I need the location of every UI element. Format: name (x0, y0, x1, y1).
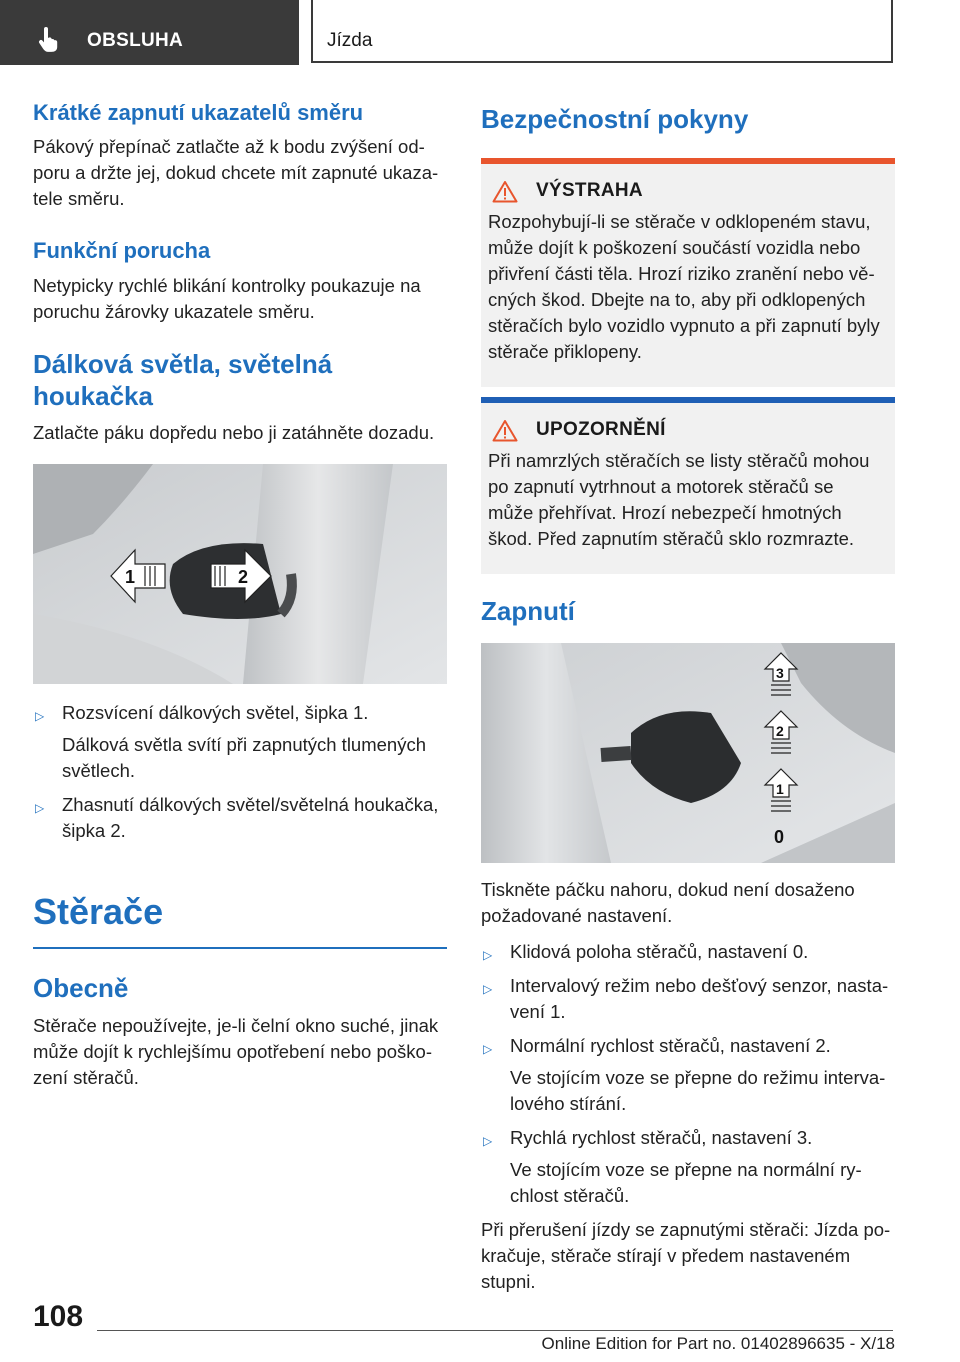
left-column (33, 100, 447, 1091)
warning-title: VÝSTRAHA (536, 180, 643, 202)
paragraph-switching-on: Tiskněte páčku nahoru, dokud není dosaženo požadované nastavení. (481, 879, 855, 927)
section-tab (0, 0, 299, 65)
page-number: 108 (33, 1300, 84, 1333)
edition-note: Online Edition for Part no. 01402896635 - X/18 (541, 1334, 895, 1353)
wiper-setting-1: 1 (776, 781, 784, 798)
heading-malfunction: Funkční porucha (33, 238, 211, 264)
bullet-triangle-icon: ▷ (35, 709, 45, 724)
bullet-triangle-icon: ▷ (483, 1134, 493, 1149)
list-item: ▷ Normální rychlost stěračů, nastavení 2. (481, 1033, 895, 1059)
arrow-label-1: 1 (125, 567, 136, 588)
paragraph-malfunction: Netypicky rychlé blikání kontrolky poukazuje na poruchu žárovky ukazatele směru. (33, 274, 421, 322)
list-item-continuation: Ve stojícím voze se přepne na normální ry- chlost stěračů. (510, 1159, 862, 1207)
heading-turn-signal: Krátké zapnutí ukazatelů směru (33, 100, 364, 125)
notice-text: Při namrzlých stěračích se listy stěračů mohou po zapnutí vytrhnout a motorek stěračů se může přehřívat. Hrozí nebezpečí hmotných škod. Před zapnutím stěračů sklo rozmrazte. (488, 449, 870, 549)
wiper-setting-3: 3 (776, 665, 784, 682)
warning-box (481, 164, 895, 387)
warning-text: Rozpohybují-li se stěrače v odklopeném stavu, může dojít k poškození součástí vozidla nebo přivření části těla. Hrozí riziko zranění nebo vě- cných škod. Dbejte na to, aby při odklopených stěračích bylo vozidlo vypnuto a při zapnutí byly stěrače přiklopeny. (488, 210, 880, 362)
bullet-triangle-icon: ▷ (483, 982, 493, 997)
section-title: OBSLUHA (87, 30, 184, 51)
bullet-triangle-icon: ▷ (483, 948, 493, 963)
heading-high-beam: Dálková světla, světelná houkačka (33, 348, 333, 411)
wiper-lever-illustration (481, 643, 895, 863)
notice-box (481, 403, 895, 574)
warning-triangle-icon (492, 180, 518, 203)
chapter-title: Jízda (327, 30, 373, 51)
paragraph-high-beam: Zatlačte páku dopředu nebo ji zatáhněte dozadu. (33, 422, 435, 444)
wiper-setting-0: 0 (774, 827, 785, 848)
list-item: ▷ Klidová poloha stěračů, nastavení 0. (481, 939, 895, 965)
chapter-tab (311, 0, 893, 63)
right-column (481, 100, 895, 1295)
paragraph-interruption: Při přerušení jízdy se zapnutými stěrači: Jízda po- kračuje, stěrače stírají v předem nastaveném stupni. (481, 1219, 891, 1293)
arrow-label-2: 2 (238, 567, 249, 588)
list-item: ▷ Zhasnutí dálkových světel/světelná houkačka, šipka 2. (35, 794, 439, 842)
footer-divider (97, 1330, 893, 1331)
paragraph-turn-signal: Pákový přepínač zatlačte až k bodu zvýšení od- poru a držte jej, dokud chcete mít zapnuté ukaza- tele směru. (33, 136, 439, 210)
list-item: ▷ Intervalový režim nebo dešťový senzor, nasta- vení 1. (483, 975, 889, 1023)
bullet-triangle-icon: ▷ (483, 1042, 493, 1057)
heading-switching-on: Zapnutí (481, 595, 575, 626)
list-item: ▷ Rozsvícení dálkových světel, šipka 1. (33, 700, 447, 726)
high-beam-lever-illustration (33, 464, 447, 684)
list-item: ▷ Rychlá rychlost stěračů, nastavení 3. (481, 1125, 895, 1151)
chapter-heading-wipers: Stěrače (33, 891, 164, 933)
heading-safety: Bezpečnostní pokyny (481, 104, 749, 134)
wiper-setting-2: 2 (776, 723, 784, 740)
notice-triangle-icon (492, 419, 518, 442)
list-item-continuation: Ve stojícím voze se přepne do režimu interva- lového stírání. (510, 1067, 886, 1115)
hand-pointer-icon (38, 27, 60, 53)
paragraph-general: Stěrače nepoužívejte, je-li čelní okno suché, jinak může dojít k rychlejšímu opotřebení nebo poško- zení stěračů. (33, 1015, 439, 1089)
heading-general: Obecně (33, 973, 129, 1004)
list-item-continuation: Dálková světla svítí při zapnutých tlumených světlech. (62, 734, 426, 782)
bullet-triangle-icon: ▷ (35, 801, 45, 816)
chapter-divider (33, 947, 447, 949)
notice-title: UPOZORNĚNÍ (536, 419, 666, 441)
